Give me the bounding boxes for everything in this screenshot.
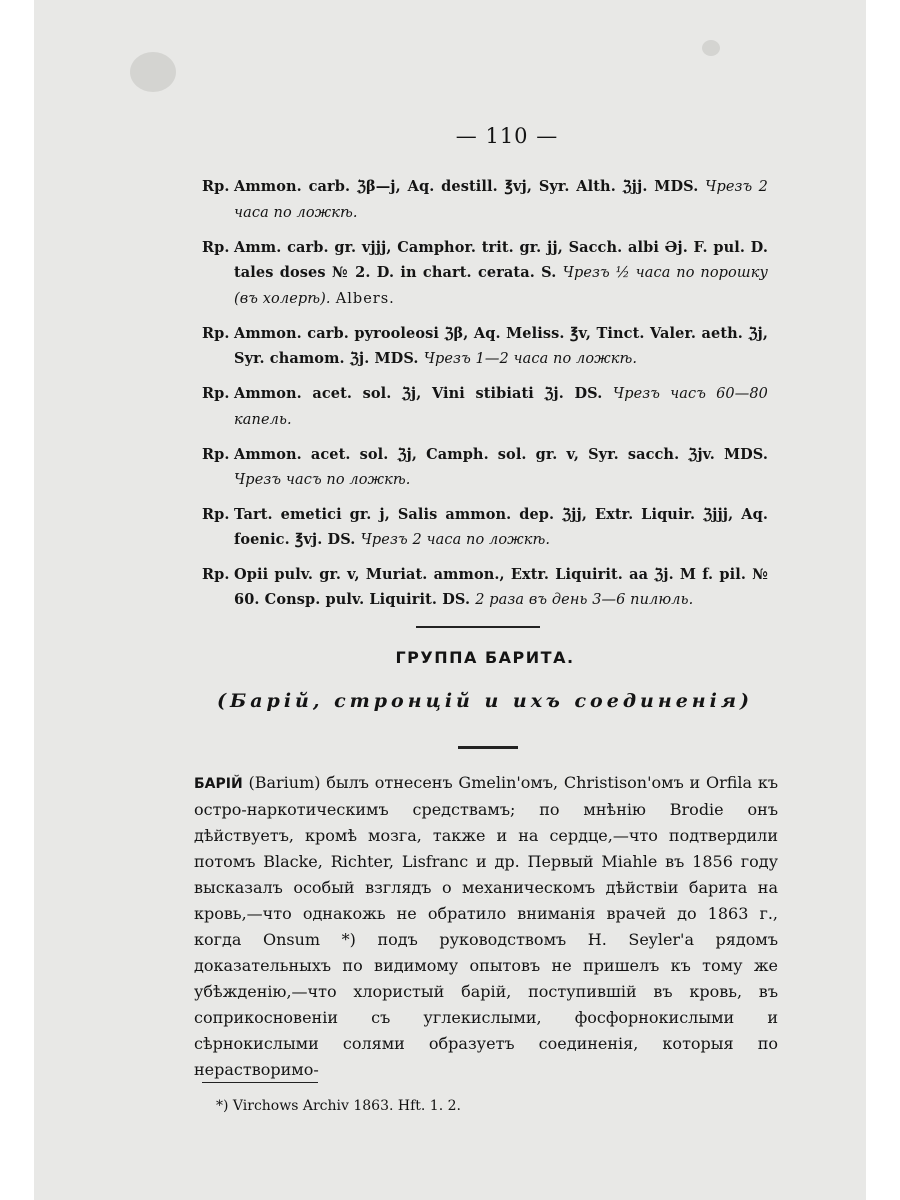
paper-stain bbox=[130, 52, 176, 92]
recipe-formula: Tart. emetici gr. j, Salis ammon. dep. ℨjj, Extr. Liquir. ℨjjj, Aq. foenic. ℥vj. DS. bbox=[234, 506, 768, 548]
recipe-item bbox=[202, 321, 768, 372]
recipe-formula: Ammon. acet. sol. ℨj, Vini stibiati ℨj. DS. bbox=[234, 385, 603, 402]
paper-stain bbox=[702, 40, 720, 56]
recipe-author: Albers. bbox=[335, 291, 395, 307]
recipe-instruction: 2 раза въ день 3—6 пилюль. bbox=[475, 592, 694, 608]
recipe-item bbox=[202, 381, 768, 433]
recipe-formula: Opii pulv. gr. v, Muriat. ammon., Extr. Liquirit. aa ℨj. M f. pil. № 60. Consp. pulv. Liquirit. DS. bbox=[234, 566, 768, 608]
recipe-formula: Ammon. acet. sol. ℨj, Camph. sol. gr. v, Syr. sacch. ℨjv. MDS. bbox=[234, 446, 768, 463]
recipe-item bbox=[202, 174, 768, 226]
section-subheading: (Барій, стронцій и ихъ соединенія) bbox=[217, 690, 753, 712]
recipe-item bbox=[202, 442, 768, 493]
recipe-lead: Rp. bbox=[202, 446, 230, 463]
recipe-list bbox=[202, 174, 768, 622]
paragraph-lead-word: БАРІЙ bbox=[194, 776, 243, 792]
book-page bbox=[34, 0, 866, 1200]
section-divider bbox=[416, 626, 540, 628]
recipe-lead: Rp. bbox=[202, 506, 230, 523]
section-heading: ГРУППА БАРИТА. bbox=[395, 648, 575, 667]
recipe-lead: Rp. bbox=[202, 385, 230, 402]
recipe-formula: Amm. carb. gr. vjjj, Camphor. trit. gr. jj, Sacch. albi Əj. F. pul. D. tales doses № 2. D. in chart. cerata. S. bbox=[234, 239, 768, 281]
recipe-instruction: Чрезъ 2 часа по ложкѣ. bbox=[234, 179, 768, 221]
recipe-instruction: Чрезъ ½ часа по порошку (въ холерѣ). bbox=[234, 265, 768, 307]
recipe-item bbox=[202, 235, 768, 312]
footnote-rule bbox=[202, 1082, 318, 1083]
recipe-lead: Rp. bbox=[202, 239, 230, 256]
recipe-item bbox=[202, 562, 768, 613]
footnote: *) Virchows Archiv 1863. Hft. 1. 2. bbox=[216, 1098, 461, 1114]
recipe-instruction: Чрезъ 1—2 часа по ложкѣ. bbox=[423, 351, 638, 367]
recipe-item bbox=[202, 502, 768, 553]
page-number: — 110 — bbox=[455, 124, 559, 148]
recipe-lead: Rp. bbox=[202, 178, 230, 195]
recipe-formula: Ammon. carb. pyrooleosi ℨβ, Aq. Meliss. ℥v, Tinct. Valer. aeth. ℨj, Syr. chamom. ℨj. MDS. bbox=[234, 325, 768, 367]
recipe-instruction: Чрезъ 2 часа по ложкѣ. bbox=[360, 532, 551, 548]
recipe-lead: Rp. bbox=[202, 566, 230, 583]
recipe-lead: Rp. bbox=[202, 325, 230, 342]
recipe-instruction: Чрезъ часъ по ложкѣ. bbox=[234, 472, 411, 488]
recipe-formula: Ammon. carb. ℨβ—j, Aq. destill. ℥vj, Syr. Alth. ℨjj. MDS. bbox=[234, 178, 699, 195]
recipe-instruction: Чрезъ часъ 60—80 капель. bbox=[234, 386, 768, 428]
heading-underline bbox=[458, 746, 518, 749]
body-paragraph bbox=[194, 770, 778, 1083]
paragraph-text: (Barium) былъ отнесенъ Gmelin'омъ, Christison'омъ и Orfila къ остро-наркотическимъ средствамъ; по мнѣнію Brodie онъ дѣйствуетъ, кромѣ мозга, также и на сердце,—что подтвердили потомъ Blacke, Richter, Lisfranc и др. Первый Miahle въ 1856 году высказалъ особый взглядъ о механическомъ дѣйствіи барита на кровь,—что однакожь не обратило вниманія врачей до 1863 г., когда Onsum *) подъ руководствомъ H. Seyler'а рядомъ доказательныхъ по видимому опытовъ не пришелъ къ тому же убѣжденію,—что хлористый барій, поступившій въ кровь, въ соприкосновеніи съ углекислыми, фосфорнокислыми и сѣрнокислыми солями образуетъ соединенія, которыя по нерастворимо- bbox=[194, 773, 778, 1079]
